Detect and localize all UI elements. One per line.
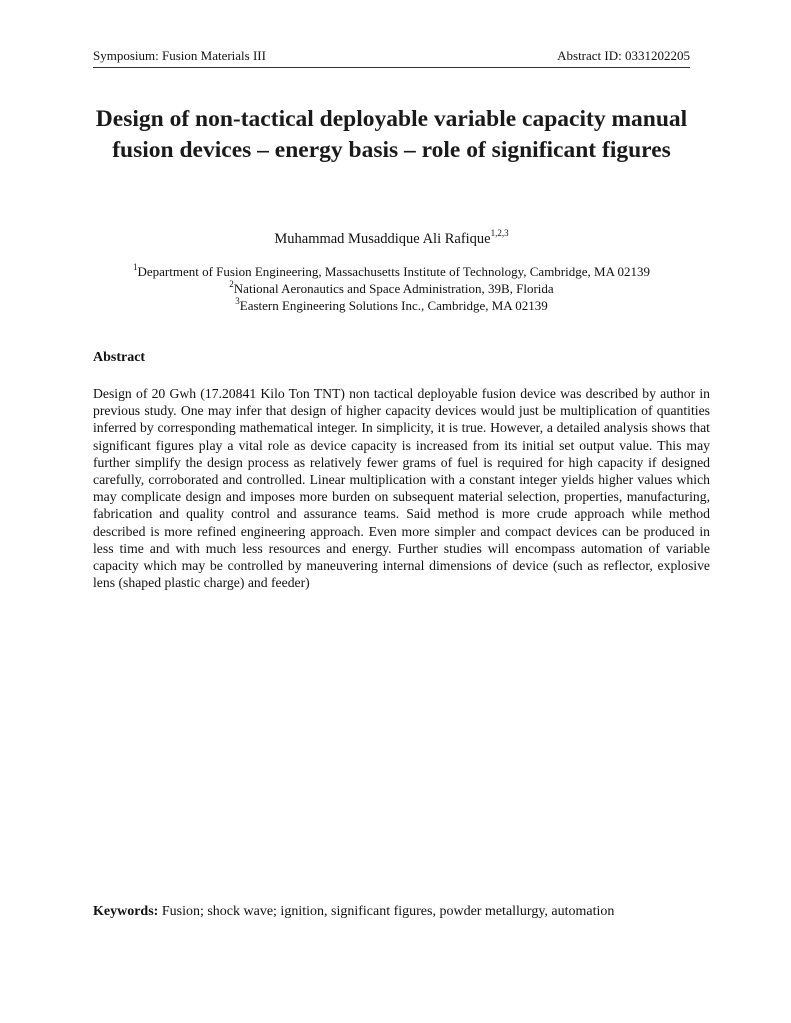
abstract-heading: Abstract: [93, 350, 146, 365]
keywords-text: Fusion; shock wave; ignition, significant figures, powder metallurgy, automation: [161, 904, 615, 919]
affiliation-3: [93, 297, 690, 314]
abstract-body: Design of 20 Gwh (17.20841 Kilo Ton TNT) non tactical deployable fusion device was described by author in previous study. One may infer that design of higher capacity devices would just be multiplication of quantities inferred by corresponding mathematical integer. In simplicity, it is true. However, a detailed analysis shows that significant figures play a vital role as device capacity is increased from its initial set output value. This may further simplify the design process as relatively fewer grams of fuel is required for high capacity if designed carefully, corroborated and controlled. Linear multiplication with a constant integer yields higher values which may complicate design and imposes more burden on subsequent material selection, properties, manufacturing, fabrication and quality control and assurance teams. Said method is more crude approach while method described is more refined engineering approach. Even more simpler and compact devices can be produced in less time and with much less resources and energy. Further studies will encompass automation of variable capacity which may be controlled by maneuvering internal dimensions of device (such as reflector, explosive lens (shaped plastic charge) and feeder): [93, 386, 710, 591]
affiliation-1: [93, 263, 690, 280]
affiliation-1-number: 1: [132, 261, 138, 272]
affiliation-1-text: Department of Fusion Engineering, Massachusetts Institute of Technology, Cambridge, MA 02139: [137, 264, 650, 279]
author-name: Muhammad Musaddique Ali Rafique: [274, 231, 491, 247]
affiliation-3-text: Eastern Engineering Solutions Inc., Cambridge, MA 02139: [239, 298, 548, 313]
paper-title: Design of non-tactical deployable variable capacity manual fusion devices – energy basis – role of significant figures: [95, 106, 688, 163]
keywords-line: [93, 903, 713, 921]
affiliation-2: [93, 280, 690, 297]
author-affiliation-marks: 1,2,3: [490, 228, 509, 239]
symposium-label: Symposium: Fusion Materials III: [93, 48, 266, 63]
affiliation-2-number: 2: [229, 278, 234, 289]
page-header: [93, 47, 690, 68]
affiliation-3-number: 3: [235, 295, 240, 306]
abstract-id: Abstract ID: 0331202205: [557, 48, 690, 63]
keywords-label: Keywords:: [93, 904, 159, 919]
affiliation-2-text: National Aeronautics and Space Administration, 39B, Florida: [233, 281, 554, 296]
author-line: [93, 230, 690, 248]
affiliations: [93, 263, 690, 314]
